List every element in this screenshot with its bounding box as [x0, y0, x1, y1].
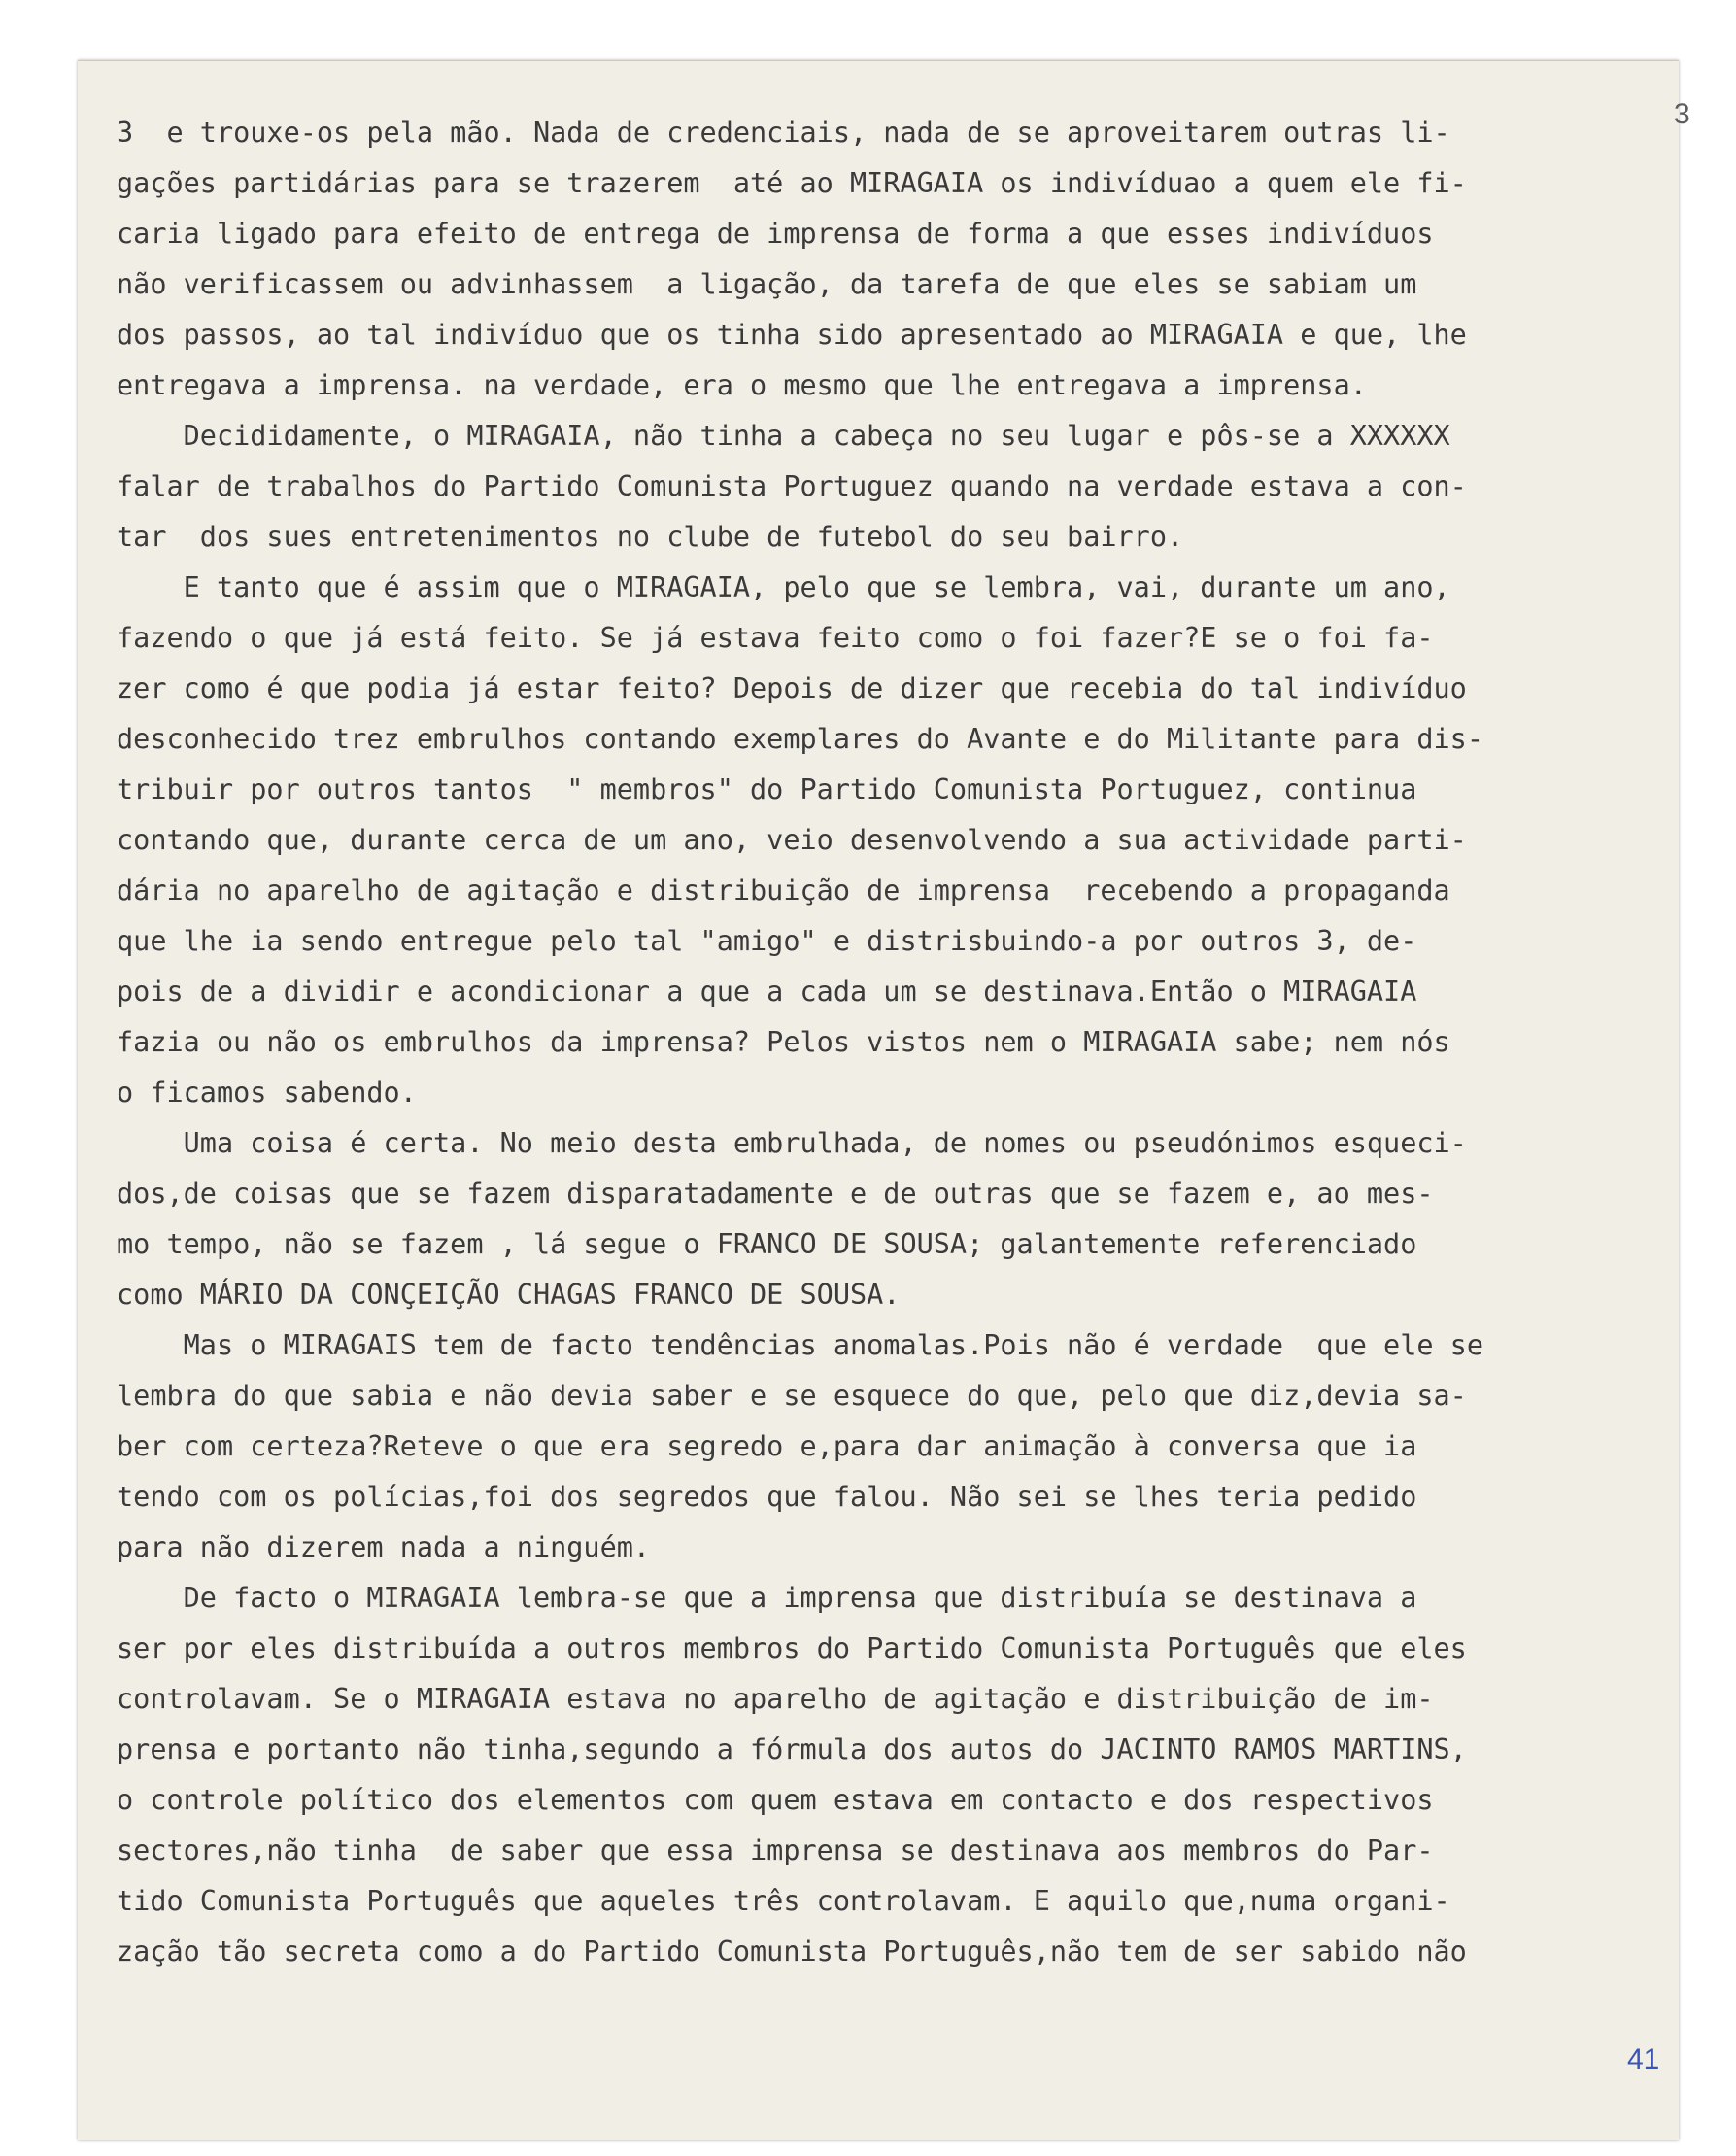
- text-line: que lhe ia sendo entregue pelo tal "amigo" e distrisbuindo-a por outros 3, de-: [117, 925, 1417, 957]
- page-number-corner: 3: [1674, 98, 1690, 130]
- text-line: zação tão secreta como a do Partido Comunista Português,não tem de ser sabido não: [117, 1935, 1467, 1968]
- paragraph: [117, 1573, 1657, 1977]
- text-line: sectores,não tinha de saber que essa imprensa se destinava aos membros do Par-: [117, 1834, 1434, 1866]
- document-body: [117, 108, 1657, 1977]
- text-line: controlavam. Se o MIRAGAIA estava no aparelho de agitação e distribuição de im-: [117, 1683, 1434, 1715]
- text-line: tar dos sues entretenimentos no clube de futebol do seu bairro.: [117, 521, 1184, 553]
- text-line: como MÁRIO DA CONÇEIÇÃO CHAGAS FRANCO DE SOUSA.: [117, 1279, 901, 1311]
- text-line: para não dizerem nada a ninguém.: [117, 1531, 651, 1563]
- text-line: falar de trabalhos do Partido Comunista Portuguez quando na verdade estava a con-: [117, 470, 1467, 502]
- text-line: fazendo o que já está feito. Se já estava feito como o foi fazer?E se o foi fa-: [117, 622, 1434, 654]
- text-line: o ficamos sabendo.: [117, 1077, 417, 1109]
- text-line: Decididamente, o MIRAGAIA, não tinha a cabeça no seu lugar e pôs-se a XXXXXX: [117, 420, 1450, 452]
- text-line: pois de a dividir e acondicionar a que a cada um se destinava.Então o MIRAGAIA: [117, 975, 1417, 1008]
- text-line: contando que, durante cerca de um ano, veio desenvolvendo a sua actividade parti-: [117, 824, 1467, 856]
- text-line: entregava a imprensa. na verdade, era o mesmo que lhe entregava a imprensa.: [117, 369, 1367, 401]
- text-line: o controle político dos elementos com quem estava em contacto e dos respectivos: [117, 1784, 1434, 1816]
- text-line: tribuir por outros tantos " membros" do Partido Comunista Portuguez, continua: [117, 773, 1417, 805]
- text-line: dária no aparelho de agitação e distribuição de imprensa recebendo a propaganda: [117, 874, 1450, 907]
- text-line: prensa e portanto não tinha,segundo a fórmula dos autos do JACINTO RAMOS MARTINS,: [117, 1733, 1467, 1765]
- text-line: gações partidárias para se trazerem até ao MIRAGAIA os indivíduao a quem ele fi-: [117, 167, 1467, 199]
- text-line: tido Comunista Português que aqueles três controlavam. E aquilo que,numa organi-: [117, 1885, 1450, 1917]
- text-line: lembra do que sabia e não devia saber e se esquece do que, pelo que diz,devia sa-: [117, 1380, 1467, 1412]
- paragraph: [117, 411, 1657, 563]
- text-line: Mas o MIRAGAIS tem de facto tendências anomalas.Pois não é verdade que ele se: [117, 1329, 1483, 1361]
- text-line: ser por eles distribuída a outros membros do Partido Comunista Português que eles: [117, 1632, 1467, 1664]
- paragraph: [117, 1118, 1657, 1320]
- paragraph: [117, 1320, 1657, 1573]
- text-line: E tanto que é assim que o MIRAGAIA, pelo que se lembra, vai, durante um ano,: [117, 571, 1450, 603]
- text-line: tendo com os polícias,foi dos segredos que falou. Não sei se lhes teria pedido: [117, 1481, 1417, 1513]
- text-line: ber com certeza?Reteve o que era segredo e,para dar animação à conversa que ia: [117, 1430, 1417, 1462]
- text-line: caria ligado para efeito de entrega de imprensa de forma a que esses indivíduos: [117, 218, 1434, 250]
- text-line: 3 e trouxe-os pela mão. Nada de credenciais, nada de se aproveitarem outras li-: [117, 117, 1450, 149]
- text-line: desconhecido trez embrulhos contando exemplares do Avante e do Militante para dis-: [117, 723, 1483, 755]
- text-line: fazia ou não os embrulhos da imprensa? Pelos vistos nem o MIRAGAIA sabe; nem nós: [117, 1026, 1450, 1058]
- page-number-handwritten: 41: [1627, 2043, 1660, 2075]
- document-page: [78, 60, 1690, 2140]
- text-line: não verificassem ou advinhassem a ligação, da tarefa de que eles se sabiam um: [117, 268, 1417, 300]
- paragraph: [117, 108, 1657, 411]
- paragraph: [117, 563, 1657, 1118]
- text-line: De facto o MIRAGAIA lembra-se que a imprensa que distribuía se destinava a: [117, 1582, 1417, 1614]
- text-line: dos,de coisas que se fazem disparatadamente e de outras que se fazem e, ao mes-: [117, 1178, 1434, 1210]
- text-line: zer como é que podia já estar feito? Depois de dizer que recebia do tal indivíduo: [117, 672, 1467, 704]
- text-line: dos passos, ao tal indivíduo que os tinha sido apresentado ao MIRAGAIA e que, lhe: [117, 319, 1467, 351]
- text-line: mo tempo, não se fazem , lá segue o FRANCO DE SOUSA; galantemente referenciado: [117, 1228, 1417, 1260]
- text-line: Uma coisa é certa. No meio desta embrulhada, de nomes ou pseudónimos esqueci-: [117, 1127, 1467, 1159]
